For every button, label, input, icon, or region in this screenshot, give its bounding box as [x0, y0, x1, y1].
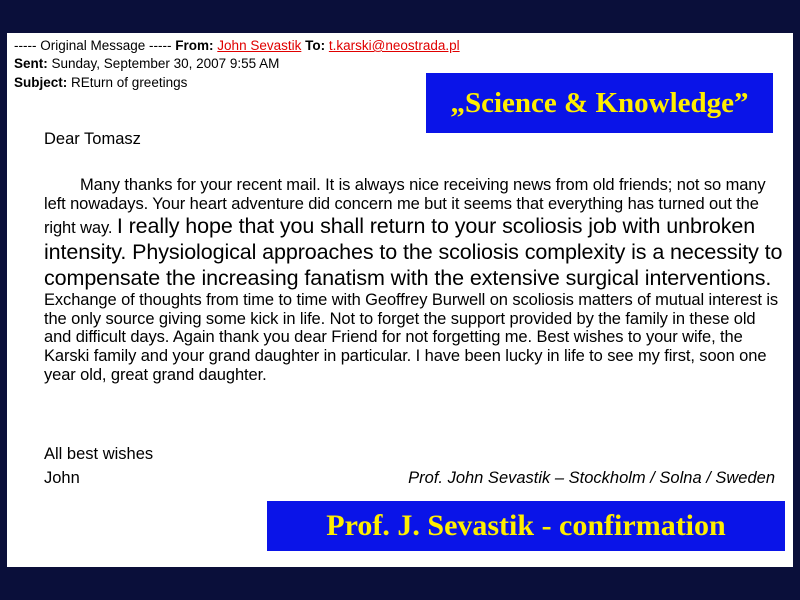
salutation: Dear Tomasz [44, 130, 141, 148]
signature-line: Prof. John Sevastik – Stockholm / Solna / Sweden [408, 469, 775, 487]
email-header-from-line [14, 37, 460, 54]
confirmation-banner: Prof. J. Sevastik - confirmation [267, 501, 785, 551]
email-header-sent-line [14, 55, 279, 72]
from-label: From: [175, 38, 214, 53]
letter-body-emphasis: I really hope that you shall return to your scoliosis job with unbroken intensity. Physiological approaches to the scoliosis complexity is a necessity to compensate the increasing fanatism with the extensive surgical interventions. [44, 214, 783, 291]
to-label: To: [305, 38, 326, 53]
from-name-link[interactable]: John Sevastik [217, 38, 302, 53]
to-address-link[interactable]: t.karski@neostrada.pl [328, 38, 460, 53]
letter-body-part1: Many thanks for your recent mail. It is always nice receiving news from old friends; not so many left nowadays. Your heart adventure did concern me but it seems that everything has turned out the right way. [44, 176, 766, 238]
sent-label: Sent: [14, 56, 48, 71]
sent-value: Sunday, September 30, 2007 9:55 AM [51, 56, 280, 71]
letter-body-part2: Exchange of thoughts from time to time with Geoffrey Burwell on scoliosis matters of mutual interest is the only source giving some kick in life. Not to forget the support provided by the family in these old and difficult days. Again thank you dear Friend for not forgetting me. Best wishes to your wife, the Karski family and your grand daughter in particular. I have been lucky in life to see my first, soon one year old, great grand daughter. [44, 291, 779, 384]
letter-body [44, 176, 784, 384]
email-header-subject-line [14, 74, 187, 91]
subject-value: REturn of greetings [71, 75, 188, 90]
closing: All best wishes [44, 445, 154, 463]
signature-name: John [44, 469, 80, 487]
subject-label: Subject: [14, 75, 68, 90]
original-message-label: ----- Original Message ----- [14, 38, 172, 53]
science-knowledge-banner: „Science & Knowledge” [426, 73, 773, 133]
